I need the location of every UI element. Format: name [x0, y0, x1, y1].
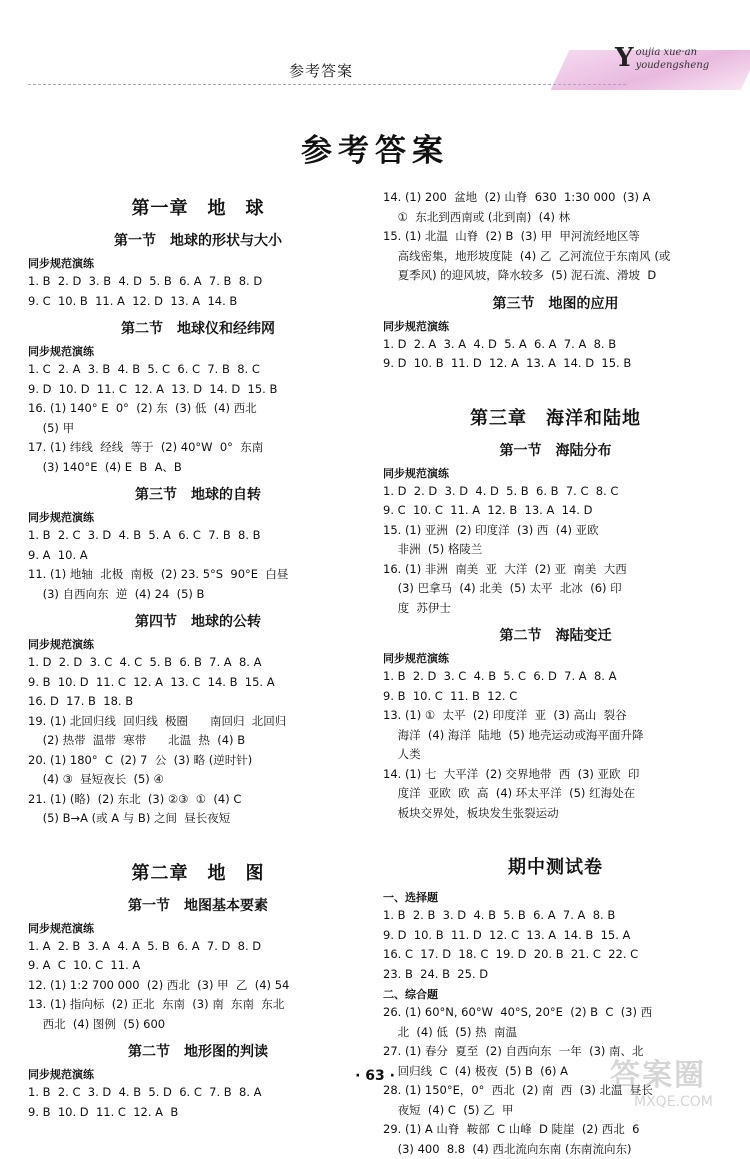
section-heading: 第三节 地球的自转	[28, 484, 368, 504]
answer-line: 1. A 2. B 3. A 4. A 5. B 6. A 7. D 8. D	[28, 937, 368, 957]
section-heading: 第三节 地图的应用	[383, 293, 728, 313]
answer-line: 17. (1) 纬线 经线 等于 (2) 40°W 0° 东南	[28, 438, 368, 458]
answer-line: 16. D 17. B 18. B	[28, 692, 368, 712]
section-heading: 第二节 地形图的判读	[28, 1041, 368, 1061]
answer-line: 9. C 10. C 11. A 12. B 13. A 14. D	[383, 501, 728, 521]
header-divider	[28, 84, 626, 85]
left-column	[28, 188, 368, 1122]
answer-line: 1. C 2. A 3. B 4. B 5. C 6. C 7. B 8. C	[28, 360, 368, 380]
chapter-heading: 第一章 地 球	[28, 194, 368, 220]
answer-line: 12. (1) 1:2 700 000 (2) 西北 (3) 甲 乙 (4) 54	[28, 976, 368, 996]
answer-line: 21. (1) (略) (2) 东北 (3) ②③ ① (4) C	[28, 790, 368, 810]
watermark-text-top: 答案圈	[610, 1050, 750, 1094]
answer-line: 9. D 10. B 11. D 12. C 13. A 14. B 15. A	[383, 926, 728, 946]
section-heading: 第二节 海陆变迁	[383, 625, 728, 645]
answer-line: 9. D 10. B 11. D 12. A 13. A 14. D 15. B	[383, 354, 728, 374]
answer-line: 11. (1) 地轴 北极 南极 (2) 23. 5°S 90°E 白昼	[28, 565, 368, 585]
answer-line: 9. D 10. D 11. C 12. A 13. D 14. D 15. B	[28, 380, 368, 400]
exercise-label: 一、选择题	[383, 889, 728, 905]
answer-line: 1. B 2. B 3. D 4. B 5. B 6. A 7. A 8. B	[383, 906, 728, 926]
answer-line: ① 东北到西南或 (北到南) (4) 林	[383, 208, 728, 228]
exercise-label: 同步规范演练	[28, 343, 368, 359]
answer-line: 19. (1) 北回归线 回归线 极圈 南回归 北回归	[28, 712, 368, 732]
answer-line: 北 (4) 低 (5) 热 南温	[383, 1023, 728, 1043]
answer-line: (3) 140°E (4) E B A、B	[28, 458, 368, 478]
answer-line: 9. B 10. D 11. C 12. A 13. C 14. B 15. A	[28, 673, 368, 693]
answer-line: 夜短 (4) C (5) 乙 甲	[383, 1101, 728, 1121]
page-header	[0, 0, 750, 92]
answer-line: 23. B 24. B 25. D	[383, 965, 728, 985]
answer-line: 1. B 2. D 3. C 4. B 5. C 6. D 7. A 8. A	[383, 667, 728, 687]
answer-line: 1. B 2. C 3. D 4. B 5. A 6. C 7. B 8. B	[28, 526, 368, 546]
exercise-label: 同步规范演练	[28, 920, 368, 936]
answer-line: (3) 400 8.8 (4) 西北流向东南 (东南流向东)	[383, 1140, 728, 1159]
chapter-heading: 第三章 海洋和陆地	[383, 404, 728, 430]
answer-line: (3) 自西向东 逆 (4) 24 (5) B	[28, 585, 368, 605]
answer-line: 西北 (4) 图例 (5) 600	[28, 1015, 368, 1035]
answer-line: 13. (1) 指向标 (2) 正北 东南 (3) 南 东南 东北	[28, 995, 368, 1015]
answer-line: 非洲 (5) 格陵兰	[383, 540, 728, 560]
answer-line: 14. (1) 七 大平洋 (2) 交界地带 西 (3) 亚欧 印	[383, 765, 728, 785]
answer-line: 度 苏伊士	[383, 599, 728, 619]
answer-line: 回归线 C (4) 极夜 (5) B (6) A	[383, 1062, 728, 1082]
spacer	[383, 374, 728, 398]
answer-line: (5) 甲	[28, 419, 368, 439]
watermark-text-bottom: MXQE.COM	[634, 1094, 750, 1110]
answer-line: 16. (1) 非洲 南美 亚 大洋 (2) 亚 南美 大西	[383, 560, 728, 580]
answer-line: 海洋 (4) 海洋 陆地 (5) 地壳运动或海平面升降	[383, 726, 728, 746]
answer-line: (3) 巴拿马 (4) 北美 (5) 太平 北冰 (6) 印	[383, 579, 728, 599]
answer-line: 1. B 2. D 3. B 4. D 5. B 6. A 7. B 8. D	[28, 272, 368, 292]
exercise-label: 二、综合题	[383, 986, 728, 1002]
answer-line: 16. C 17. D 18. C 19. D 20. B 21. C 22. C	[383, 945, 728, 965]
answer-line: (4) ③ 昼短夜长 (5) ④	[28, 770, 368, 790]
answer-line: 板块交界处，板块发生张裂运动	[383, 804, 728, 824]
brand-line-1: oujia xue·an	[615, 46, 745, 59]
section-heading: 第四节 地球的公转	[28, 611, 368, 631]
exercise-label: 同步规范演练	[383, 650, 728, 666]
answer-line: 9. A C 10. C 11. A	[28, 956, 368, 976]
chapter-heading: 期中测试卷	[383, 853, 728, 879]
answer-line: 15. (1) 北温 山脊 (2) B (3) 甲 甲河流经地区等	[383, 227, 728, 247]
exercise-label: 同步规范演练	[28, 636, 368, 652]
exercise-label: 同步规范演练	[28, 255, 368, 271]
watermark-logo	[610, 1050, 750, 1110]
brand-line-2: youdengsheng	[615, 59, 745, 72]
exercise-label: 同步规范演练	[383, 465, 728, 481]
exercise-label: 同步规范演练	[28, 1066, 368, 1082]
chapter-heading: 第二章 地 图	[28, 859, 368, 885]
answer-line: (5) B→A (或 A 与 B) 之间 昼长夜短	[28, 809, 368, 829]
section-heading: 第一节 地球的形状与大小	[28, 230, 368, 250]
answer-line: 1. B 2. C 3. D 4. B 5. D 6. C 7. B 8. A	[28, 1083, 368, 1103]
section-heading: 第一节 地图基本要素	[28, 895, 368, 915]
exercise-label: 同步规范演练	[28, 509, 368, 525]
answer-line: 1. D 2. D 3. C 4. C 5. B 6. B 7. A 8. A	[28, 653, 368, 673]
brand-initial: Y	[615, 46, 634, 70]
answer-line: 27. (1) 春分 夏至 (2) 自西向东 一年 (3) 南、北	[383, 1042, 728, 1062]
answer-line: 9. A 10. A	[28, 546, 368, 566]
answer-line: 16. (1) 140° E 0° (2) 东 (3) 低 (4) 西北	[28, 399, 368, 419]
answer-line: 15. (1) 亚洲 (2) 印度洋 (3) 西 (4) 亚欧	[383, 521, 728, 541]
answer-line: (2) 热带 温带 寒带 北温 热 (4) B	[28, 731, 368, 751]
brand-logo	[615, 46, 745, 72]
spacer	[383, 823, 728, 847]
answer-line: 14. (1) 200 盆地 (2) 山脊 630 1:30 000 (3) A	[383, 188, 728, 208]
answer-line: 9. C 10. B 11. A 12. D 13. A 14. B	[28, 292, 368, 312]
answer-line: 1. D 2. D 3. D 4. D 5. B 6. B 7. C 8. C	[383, 482, 728, 502]
answer-line: 度洋 亚欧 欧 高 (4) 环太平洋 (5) 红海处在	[383, 784, 728, 804]
page-title: 参考答案	[0, 125, 750, 170]
answer-line: 9. B 10. C 11. B 12. C	[383, 687, 728, 707]
header-title: 参考答案	[289, 60, 353, 81]
exercise-label: 同步规范演练	[383, 318, 728, 334]
answer-line: 29. (1) A 山脊 鞍部 C 山峰 D 陡崖 (2) 西北 6	[383, 1120, 728, 1140]
answer-line: 高线密集，地形坡度陡 (4) 乙 乙河流位于东南风 (或	[383, 247, 728, 267]
answer-line: 20. (1) 180° C (2) 7 公 (3) 略 (逆时针)	[28, 751, 368, 771]
right-column	[383, 188, 728, 1159]
spacer	[28, 829, 368, 853]
answer-line: 人类	[383, 745, 728, 765]
answer-line: 夏季风) 的迎风坡，降水较多 (5) 泥石流、滑坡 D	[383, 266, 728, 286]
answer-line: 28. (1) 150°E，0° 西北 (2) 南 西 (3) 北温 昼长	[383, 1081, 728, 1101]
answer-line: 13. (1) ① 太平 (2) 印度洋 亚 (3) 高山 裂谷	[383, 706, 728, 726]
answer-line: 9. B 10. D 11. C 12. A B	[28, 1103, 368, 1123]
page-number: · 63 ·	[0, 1068, 750, 1084]
section-heading: 第二节 地球仪和经纬网	[28, 318, 368, 338]
answer-line: 1. D 2. A 3. A 4. D 5. A 6. A 7. A 8. B	[383, 335, 728, 355]
answer-line: 26. (1) 60°N, 60°W 40°S, 20°E (2) B C (3) 西	[383, 1003, 728, 1023]
section-heading: 第一节 海陆分布	[383, 440, 728, 460]
